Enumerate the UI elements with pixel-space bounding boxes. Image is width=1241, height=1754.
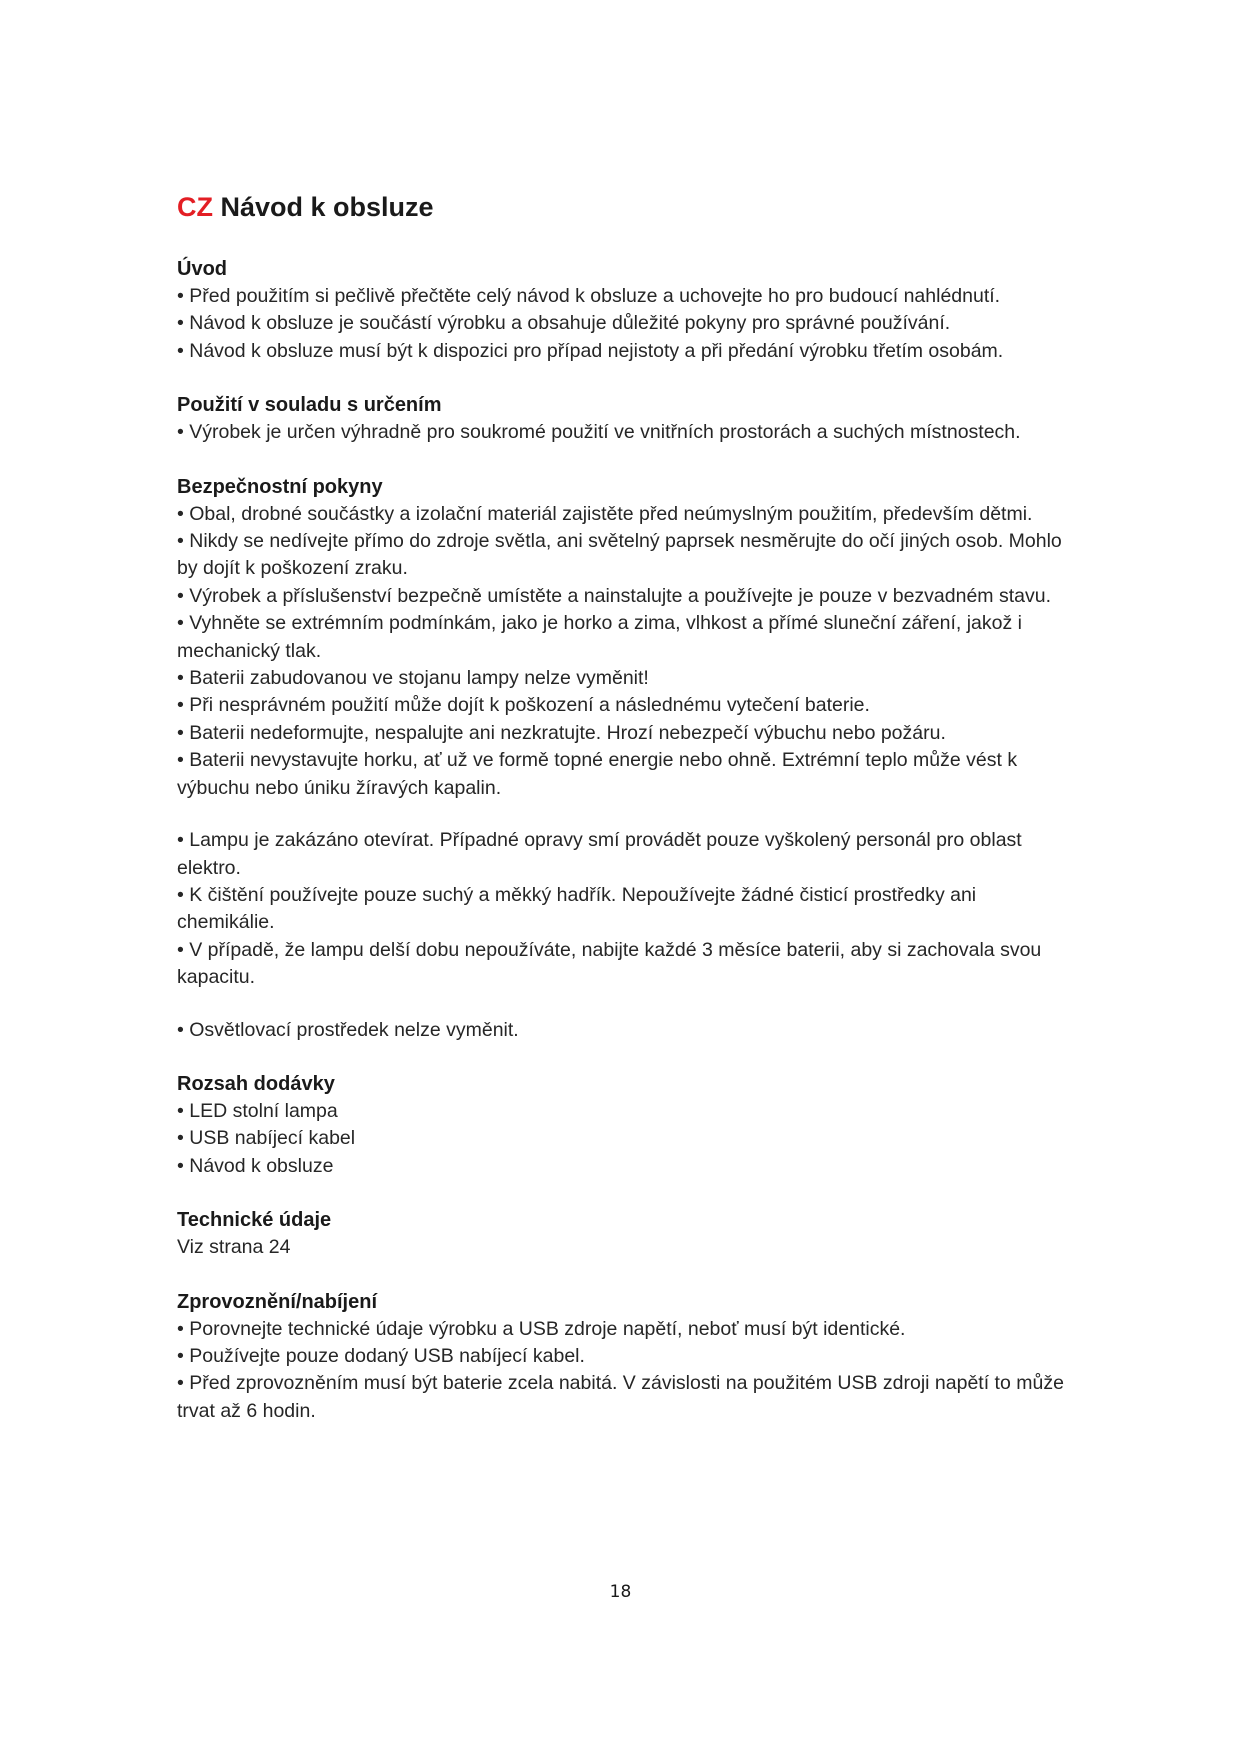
list-item: • Vyhněte se extrémním podmínkám, jako je horko a zima, vlhkost a přímé sluneční záření, jakož i mechanický tlak.: [177, 612, 1022, 662]
manual-page: [177, 188, 1077, 1452]
section-heading: Bezpečnostní pokyny: [177, 475, 383, 498]
section-setup: [177, 1289, 1077, 1426]
section-intro: [177, 256, 1077, 365]
list-item: • Obal, drobné součástky a izolační materiál zajistěte před neúmyslným použitím, především dětmi.: [177, 502, 1033, 525]
section-safety: [177, 474, 1077, 1044]
list-item: • Návod k obsluze je součástí výrobku a obsahuje důležité pokyny pro správné používání.: [177, 312, 951, 335]
list-item: • Návod k obsluze: [177, 1154, 334, 1177]
section-scope: [177, 1071, 1077, 1180]
title-text: Návod k obsluze: [220, 192, 434, 222]
list-item: • Porovnejte technické údaje výrobku a USB zdroje napětí, neboť musí být identické.: [177, 1317, 906, 1340]
list-item: • Baterii nedeformujte, nespalujte ani nezkratujte. Hrozí nebezpečí výbuchu nebo požáru.: [177, 721, 946, 744]
list-item: • Návod k obsluze musí být k dispozici pro případ nejistoty a při předání výrobku třetím osobám.: [177, 339, 1004, 362]
list-item: • Baterii zabudovanou ve stojanu lampy nelze vyměnit!: [177, 667, 649, 690]
tech-reference: Viz strana 24: [177, 1236, 291, 1259]
list-item: • Lampu je zakázáno otevírat. Případné opravy smí provádět pouze vyškolený personál pro oblast elektro.: [177, 829, 1022, 879]
section-heading: Použití v souladu s určením: [177, 394, 442, 417]
section-heading: Rozsah dodávky: [177, 1072, 335, 1095]
list-item: • USB nabíjecí kabel: [177, 1127, 356, 1150]
list-item: • Při nesprávném použití může dojít k poškození a následnému vytečení baterie.: [177, 694, 870, 717]
page-number: 18: [609, 1582, 632, 1602]
section-intended-use: [177, 392, 1077, 446]
list-item: • Baterii nevystavujte horku, ať už ve formě topné energie nebo ohně. Extrémní teplo může vést k výbuchu nebo úniku žíravých kapalin.: [177, 749, 1018, 799]
page-title: [177, 188, 1077, 226]
list-item: • K čištění používejte pouze suchý a měkký hadřík. Nepoužívejte žádné čisticí prostředky ani chemikálie.: [177, 883, 977, 934]
paragraph-gap: [177, 802, 1077, 827]
section-heading: Technické údaje: [177, 1209, 332, 1232]
section-heading: Zprovoznění/nabíjení: [177, 1290, 378, 1313]
list-item: • Výrobek je určen výhradně pro soukromé použití ve vnitřních prostorách a suchých místnostech.: [177, 421, 1021, 444]
section-tech: [177, 1207, 1077, 1261]
paragraph-gap: [177, 992, 1077, 1017]
section-heading: Úvod: [177, 258, 227, 280]
list-item: • Před použitím si pečlivě přečtěte celý návod k obsluze a uchovejte ho pro budoucí nahlédnutí.: [177, 285, 1001, 307]
list-item: • Výrobek a příslušenství bezpečně umístěte a nainstalujte a používejte je pouze v bezvadném stavu.: [177, 584, 1051, 607]
country-code: CZ: [177, 192, 213, 222]
list-item: • Před zprovozněním musí být baterie zcela nabitá. V závislosti na použitém USB zdroji napětí to může trvat až 6 hodin.: [177, 1372, 1064, 1422]
list-item: • V případě, že lampu delší dobu nepoužíváte, nabijte každé 3 měsíce baterii, aby si zachovala svou kapacitu.: [177, 938, 1042, 989]
list-item: • LED stolní lampa: [177, 1099, 338, 1122]
list-item: • Osvětlovací prostředek nelze vyměnit.: [177, 1018, 519, 1041]
list-item: • Nikdy se nedívejte přímo do zdroje světla, ani světelný paprsek nesměrujte do očí jiných osob. Mohlo by dojít k poškození zraku.: [177, 530, 1062, 580]
list-item: • Používejte pouze dodaný USB nabíjecí kabel.: [177, 1344, 585, 1367]
